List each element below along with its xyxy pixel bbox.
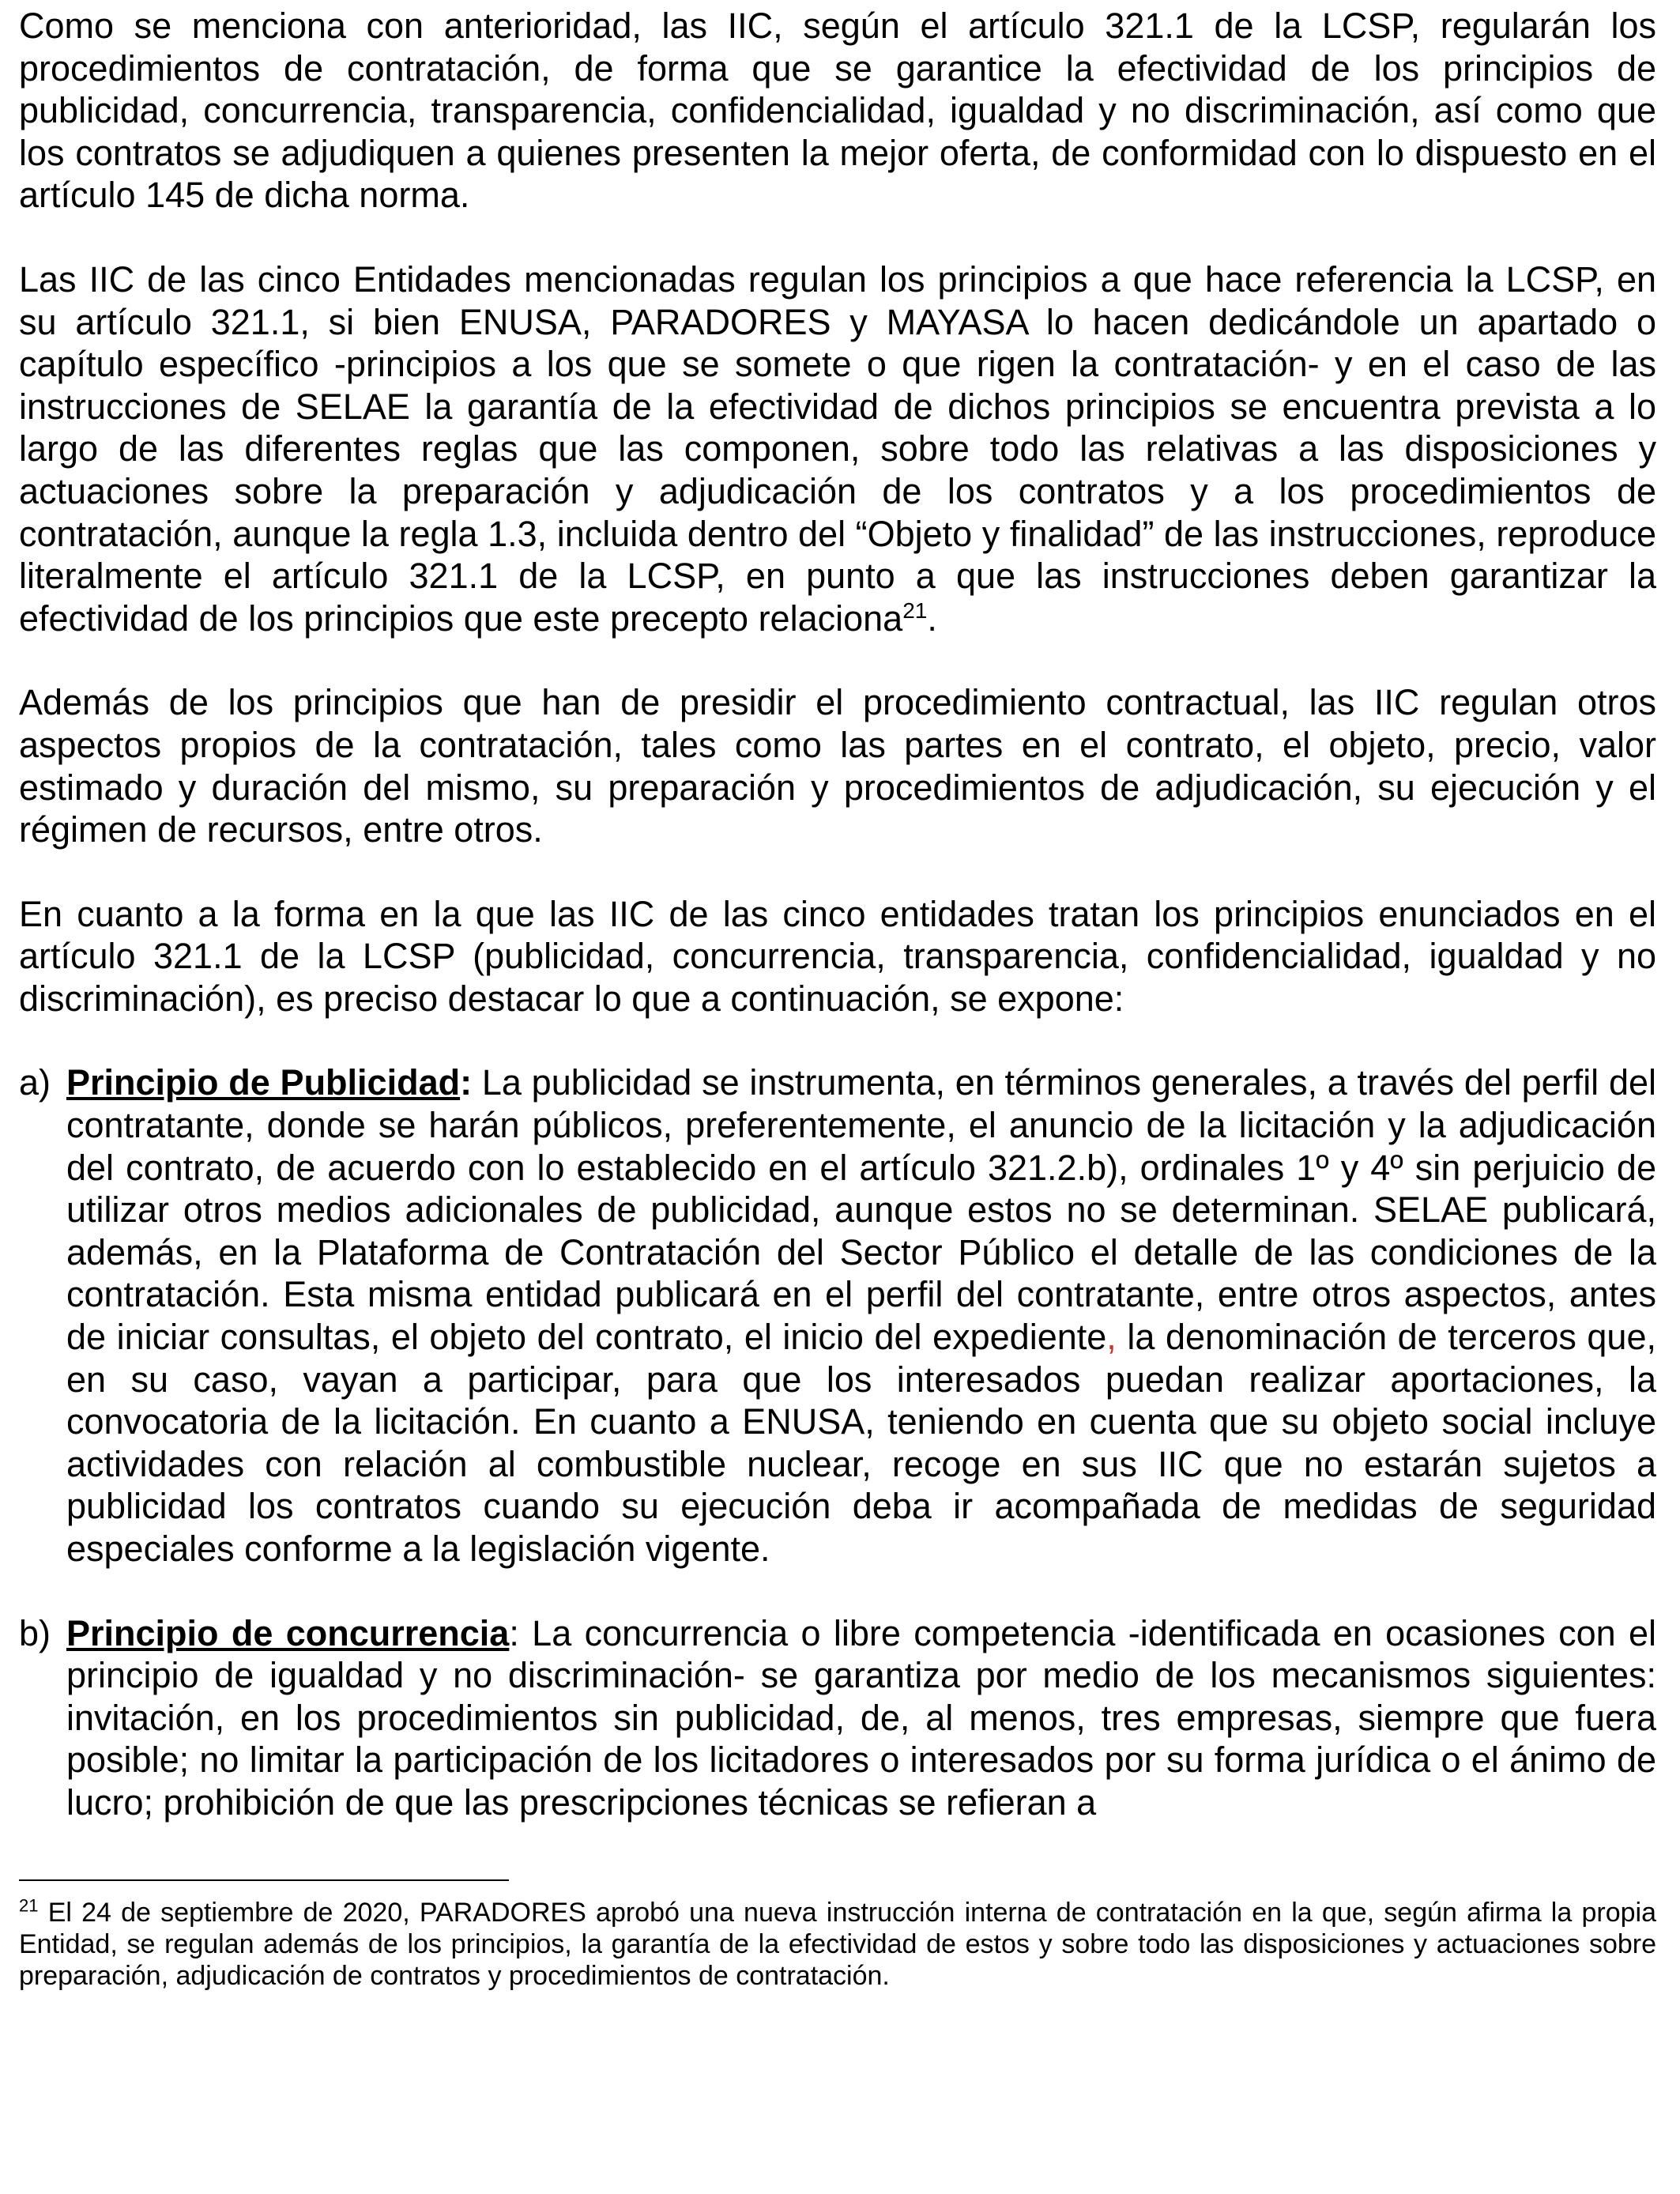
paragraph-spacer [19, 851, 1656, 893]
paragraph-other-aspects [19, 681, 1656, 850]
list-item-body [66, 1061, 1656, 1570]
list-item-publicidad [19, 1061, 1656, 1570]
list-marker: a) [19, 1062, 51, 1103]
footnote-separator [19, 1879, 509, 1881]
principle-heading-colon: : [509, 1612, 519, 1653]
principle-text: La concurrencia o libre competencia -identificada en ocasiones con el principio de igualdad y no discriminación- se garantiza por medio de los mecanismos siguientes: invitación, en los procedimientos sin publicidad, de, al menos, tres empresas, siempre que fuera posible; no limitar la participación de los licitadores o interesados por su forma jurídica o el ánimo de lucro; prohibición de que las prescripciones técnicas se refieran a [66, 1612, 1656, 1823]
document-page [19, 5, 1656, 1824]
footnote-number: 21 [19, 1895, 39, 1916]
paragraph-entities-end: . [927, 598, 937, 639]
paragraph-intro-text: Como se menciona con anterioridad, las IIC, según el artículo 321.1 de la LCSP, regularán los procedimientos de contratación, de forma que se garantice la efectividad de los principios de publicidad, concurrencia, transparencia, confidencialidad, igualdad y no discriminación, así como que los contratos se adjudiquen a quienes presenten la mejor oferta, de conformidad con lo dispuesto en el artículo 145 de dicha norma. [19, 6, 1656, 216]
list-item-concurrencia [19, 1612, 1656, 1824]
footnote-text: El 24 de septiembre de 2020, PARADORES aprobó una nueva instrucción interna de contratación en la que, según afirma la propia Entidad, se regulan además de los principios, la garantía de la efectividad de estos y sobre todo las disposiciones y actuaciones sobre preparación, adjudicación de contratos y procedimientos de contratación. [19, 1898, 1656, 1991]
list-item-body [66, 1612, 1656, 1824]
paragraph-spacer [19, 217, 1656, 258]
principle-text: La publicidad se instrumenta, en términos generales, a través del perfil del contratante, donde se harán públicos, preferentemente, el anuncio de la licitación y la adjudicación del contrato, de acuerdo con lo establecido en el artículo 321.2.b), ordinales 1º y 4º sin perjuicio de utilizar otros medios adicionales de publicidad, aunque estos no se determinan. SELAE publicará, además, en la Plataforma de Contratación del Sector Público el detalle de las condiciones de la contratación. Esta misma entidad publicará en el perfil del contratante, entre otros aspectos, antes de iniciar consultas, el objeto del contrato, el inicio del expediente [66, 1062, 1656, 1358]
paragraph-spacer [19, 1020, 1656, 1061]
paragraph-spacer [19, 1570, 1656, 1612]
principle-heading: Principio de concurrencia [66, 1612, 510, 1653]
principle-heading-colon: : [460, 1062, 473, 1103]
paragraph-principles-intro [19, 893, 1656, 1020]
paragraph-intro [19, 5, 1656, 217]
paragraph-other-aspects-text: Además de los principios que han de presidir el procedimiento contractual, las IIC regulan otros aspectos propios de la contratación, tales como las partes en el contrato, el objeto, precio, valor estimado y duración del mismo, su preparación y procedimientos de adjudicación, su ejecución y el régimen de recursos, entre otros. [19, 682, 1656, 850]
paragraph-entities [19, 258, 1656, 639]
paragraph-principles-intro-text: En cuanto a la forma en la que las IIC de las cinco entidades tratan los principios enunciados en el artículo 321.1 de la LCSP (publicidad, concurrencia, transparencia, confidencialidad, igualdad y no discriminación), es preciso destacar lo que a continuación, se expone: [19, 893, 1656, 1019]
revision-mark: , [1106, 1317, 1117, 1358]
principle-text-continued: la denominación de terceros que, en su caso, vayan a participar, para que los interesados puedan realizar aportaciones, la convocatoria de la licitación. En cuanto a ENUSA, teniendo en cuenta que su objeto social incluye actividades con relación al combustible nuclear, recoge en sus IIC que no estarán sujetos a publicidad los contratos cuando su ejecución deba ir acompañada de medidas de seguridad especiales conforme a la legislación vigente. [66, 1317, 1656, 1569]
list-marker: b) [19, 1612, 51, 1653]
footnote-reference[interactable]: 21 [902, 598, 928, 623]
footnote [19, 1897, 1656, 1992]
paragraph-entities-text: Las IIC de las cinco Entidades mencionadas regulan los principios a que hace referencia la LCSP, en su artículo 321.1, si bien ENUSA, PARADORES y MAYASA lo hacen dedicándole un apartado o capítulo específico -principios a los que se somete o que rigen la contratación- y en el caso de las instrucciones de SELAE la garantía de la efectividad de dichos principios se encuentra prevista a lo largo de las diferentes reglas que las componen, sobre todo las relativas a las disposiciones y actuaciones sobre la preparación y adjudicación de los contratos y a los procedimientos de contratación, aunque la regla 1.3, incluida dentro del “Objeto y finalidad” de las instrucciones, reproduce literalmente el artículo 321.1 de la LCSP, en punto a que las instrucciones deben garantizar la efectividad de los principios que este precepto relaciona [19, 258, 1656, 639]
principle-heading: Principio de Publicidad [66, 1062, 461, 1103]
paragraph-spacer [19, 639, 1656, 681]
